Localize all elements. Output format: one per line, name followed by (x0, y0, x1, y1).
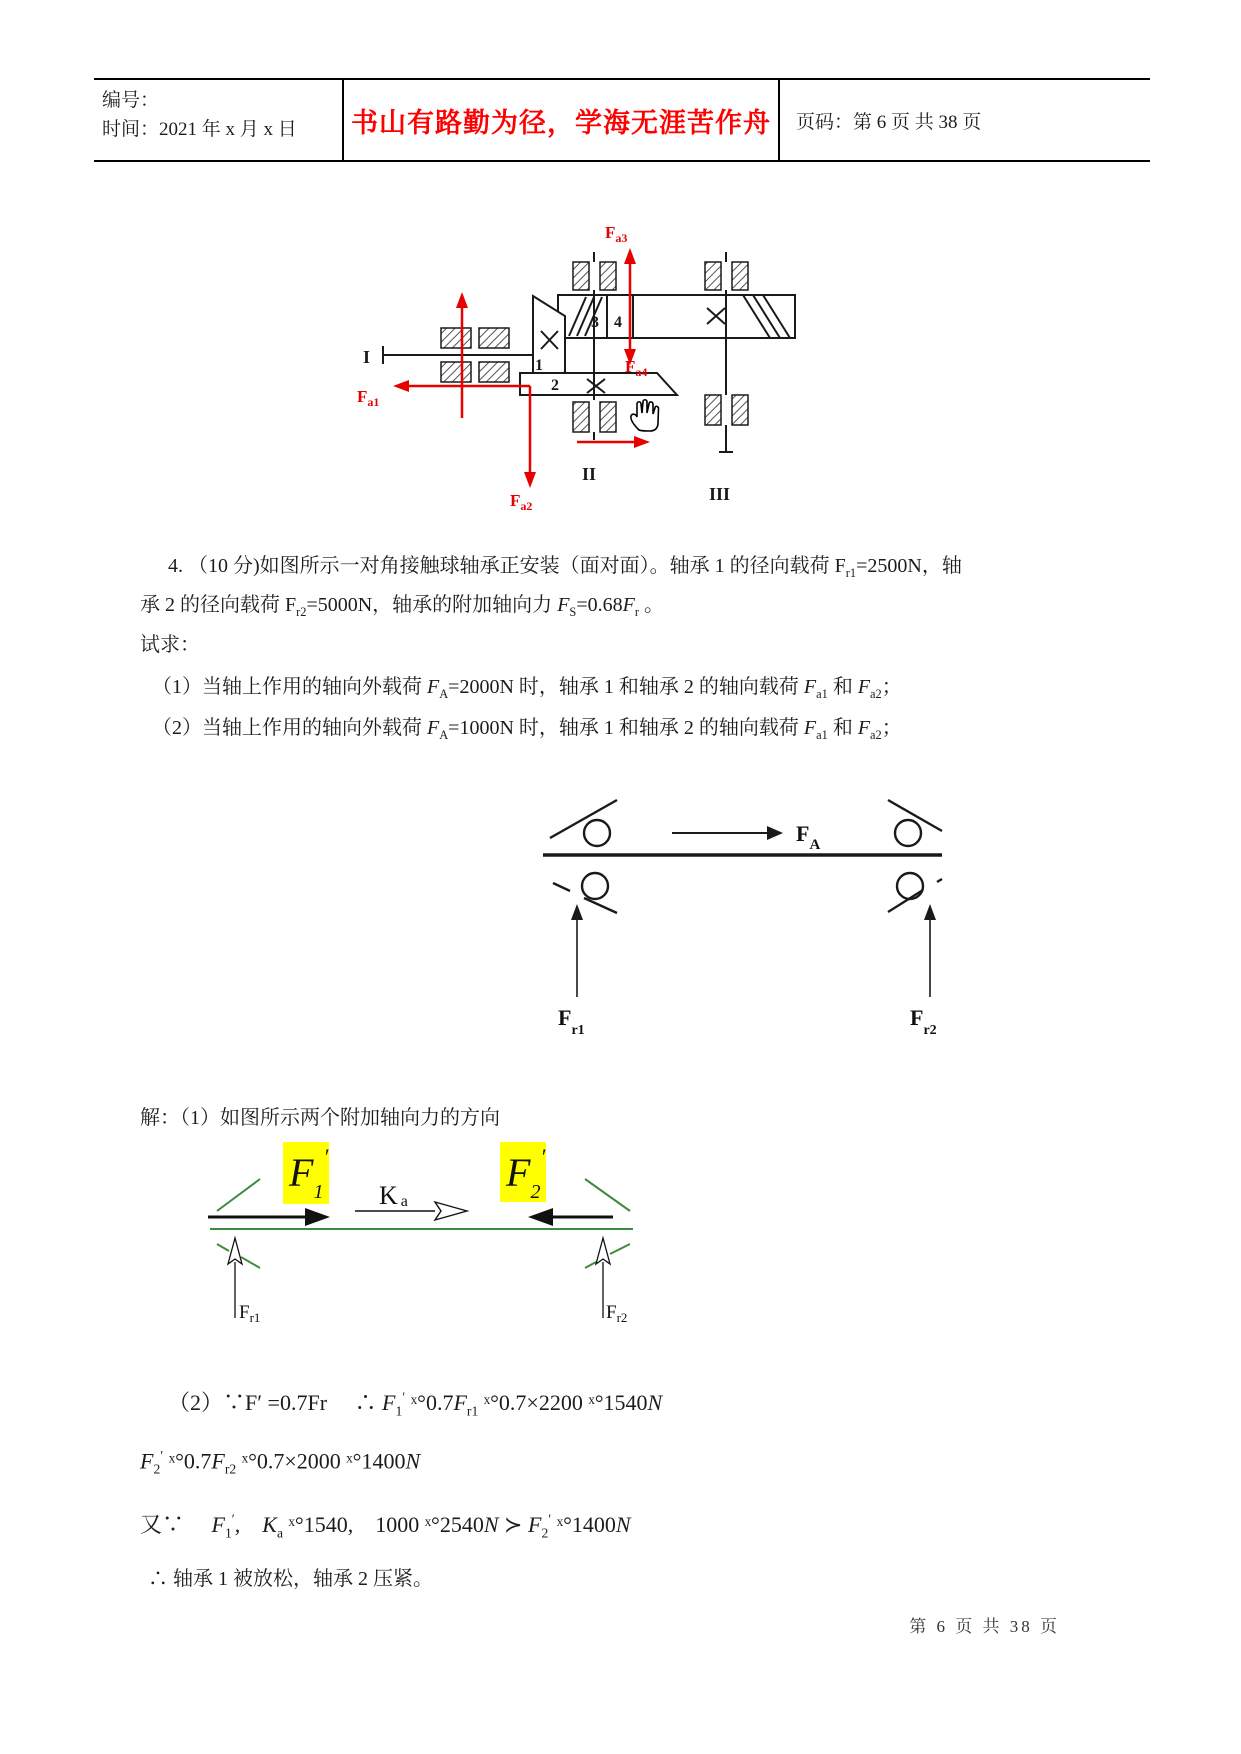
fr1-label: $F_{r1}$ (558, 1005, 585, 1038)
shaft1-label: I (363, 347, 371, 367)
shaft3-bottom-bearing (732, 395, 748, 425)
shaft1-bearing (441, 328, 471, 348)
bearing-schematic-lines (543, 800, 942, 997)
fr2-label: $F_{r2}$ (910, 1005, 937, 1038)
arrowhead-right (305, 1208, 330, 1226)
arrowhead-left (528, 1208, 553, 1226)
solution-black-arrows (208, 1202, 613, 1318)
shaft2-bottom-bearing (573, 402, 589, 432)
shaft3-label: III (709, 484, 731, 504)
gear4-label: 4 (614, 314, 622, 331)
solution-eq-2: $F_2'$ $ˣ^\circ 0.7F_{r2}$ ˣ°0.7×2000 ˣ°1400N (140, 1448, 421, 1477)
fr1-hollow-arrowhead (228, 1238, 242, 1264)
shaft1-bearing (441, 362, 471, 382)
solution-diagram-labels (239, 1144, 627, 1325)
axial-force-direction-diagram (185, 1140, 665, 1335)
header-left-cell (94, 80, 342, 160)
shaft3-top-bearing (705, 262, 721, 290)
footer-page-info: 第 6 页 共 38 页 (909, 1617, 1060, 1636)
page-number-label: 页码：第 6 页 共 38 页 (796, 111, 982, 133)
fr2-hollow-arrowhead (596, 1238, 610, 1264)
question-item-1: （1）当轴上作用的轴向外载荷 $F_A=2000N$ 时，轴承 1 和轴承 2 的轴向载荷 $F_{a1}$ 和 $F_{a2}$； (152, 676, 902, 701)
gear2-label: 2 (551, 377, 559, 394)
question-line-3: 试求： (140, 634, 200, 656)
fa1-label: $F_{a1}$ (357, 387, 380, 409)
shaft2-label: II (582, 464, 597, 484)
arrowhead-up (571, 904, 583, 920)
gear-bodies (520, 295, 795, 395)
arrowhead-left (393, 380, 409, 392)
bearing-pair-diagram (480, 705, 950, 1050)
f2-label: $F_2'$ (506, 1144, 546, 1203)
fr2-label: $F_{r2}$ (606, 1302, 628, 1325)
shaft2-bottom-bearing (600, 402, 616, 432)
doc-time-label: 时间：2021 年 x 月 x 日 (102, 119, 297, 141)
shaft3-bottom-bearing (705, 395, 721, 425)
solution-eq-1: （2）∵F′ =0.7Fr ∴ $F_1'$ $ˣ^\circ 0.7F_{r1}$ ˣ°0.7×2200 ˣ°1540N (168, 1389, 663, 1419)
fa3-label: $F_{a3}$ (605, 223, 628, 245)
shaft1-bearing (479, 362, 509, 382)
gear1-label: 1 (535, 357, 543, 374)
solution-conclusion: ∴ 轴承 1 被放松，轴承 2 压紧。 (148, 1568, 433, 1590)
contact-angle-line (217, 1179, 260, 1211)
solution-intro: 解：（1）如图所示两个附加轴向力的方向 (140, 1107, 500, 1129)
question-line-1: 4. （10 分)如图所示一对角接触球轴承正安装（面对面）。轴承 1 的径向载荷 $F_{r1}=2500N$，轴 (168, 555, 962, 580)
bearing2-ball (895, 820, 921, 846)
arrowhead-up (924, 904, 936, 920)
fa-label: $F_A$ (796, 821, 821, 853)
bearing1-ball (582, 873, 608, 899)
arrowhead-up (456, 292, 468, 308)
gearbox-diagram (355, 190, 815, 520)
header-right-cell (778, 80, 1150, 160)
shaft2-top-bearing (573, 262, 589, 290)
bearing-schematic-arrowheads (571, 826, 936, 920)
arrowhead-down (524, 472, 536, 488)
bearing1-ball (584, 820, 610, 846)
question-item-2: （2）当轴上作用的轴向外载荷 $F_A=1000N$ 时，轴承 1 和轴承 2 的轴向载荷 $F_{a1}$ 和 $F_{a2}$； (152, 717, 902, 742)
shaft2-top-bearing (600, 262, 616, 290)
header-slogan: 书山有路勤为径，学海无涯苦作舟 (351, 107, 771, 138)
header-middle-cell (342, 80, 778, 160)
doc-number-label: 编号： (102, 90, 160, 111)
bearing2-ball (897, 873, 923, 899)
header-table (94, 78, 1150, 162)
gear3-label: 3 (591, 314, 599, 331)
contact-angle-line (585, 1179, 630, 1211)
ka-label: Ka (379, 1181, 408, 1210)
question-line-2: 承 2 的径向载荷 $F_{r2}=5000N$，轴承的附加轴向力 $F_S=0.68F_r$ 。 (140, 594, 664, 619)
arrowhead-up (624, 248, 636, 264)
shaft3-top-bearing (732, 262, 748, 290)
fa2-label: $F_{a2}$ (510, 491, 533, 513)
f1-label: $F_1'$ (289, 1144, 329, 1203)
shaft1-bearing (479, 328, 509, 348)
solution-green-lines (210, 1179, 633, 1268)
solution-eq-3: 又∵ $F_1'$, $K_a$ ˣ°1540, 1000 ˣ°2540N ≻ $F_2'$ ˣ°1400N (140, 1511, 631, 1541)
ka-hollow-arrowhead (435, 1202, 467, 1220)
hand-cursor-icon (631, 400, 659, 431)
fr1-label: $F_{r1}$ (239, 1302, 261, 1325)
arrowhead-right (634, 436, 650, 448)
arrowhead-right (767, 826, 783, 840)
fa4-label: $F_{a4}$ (625, 357, 648, 379)
